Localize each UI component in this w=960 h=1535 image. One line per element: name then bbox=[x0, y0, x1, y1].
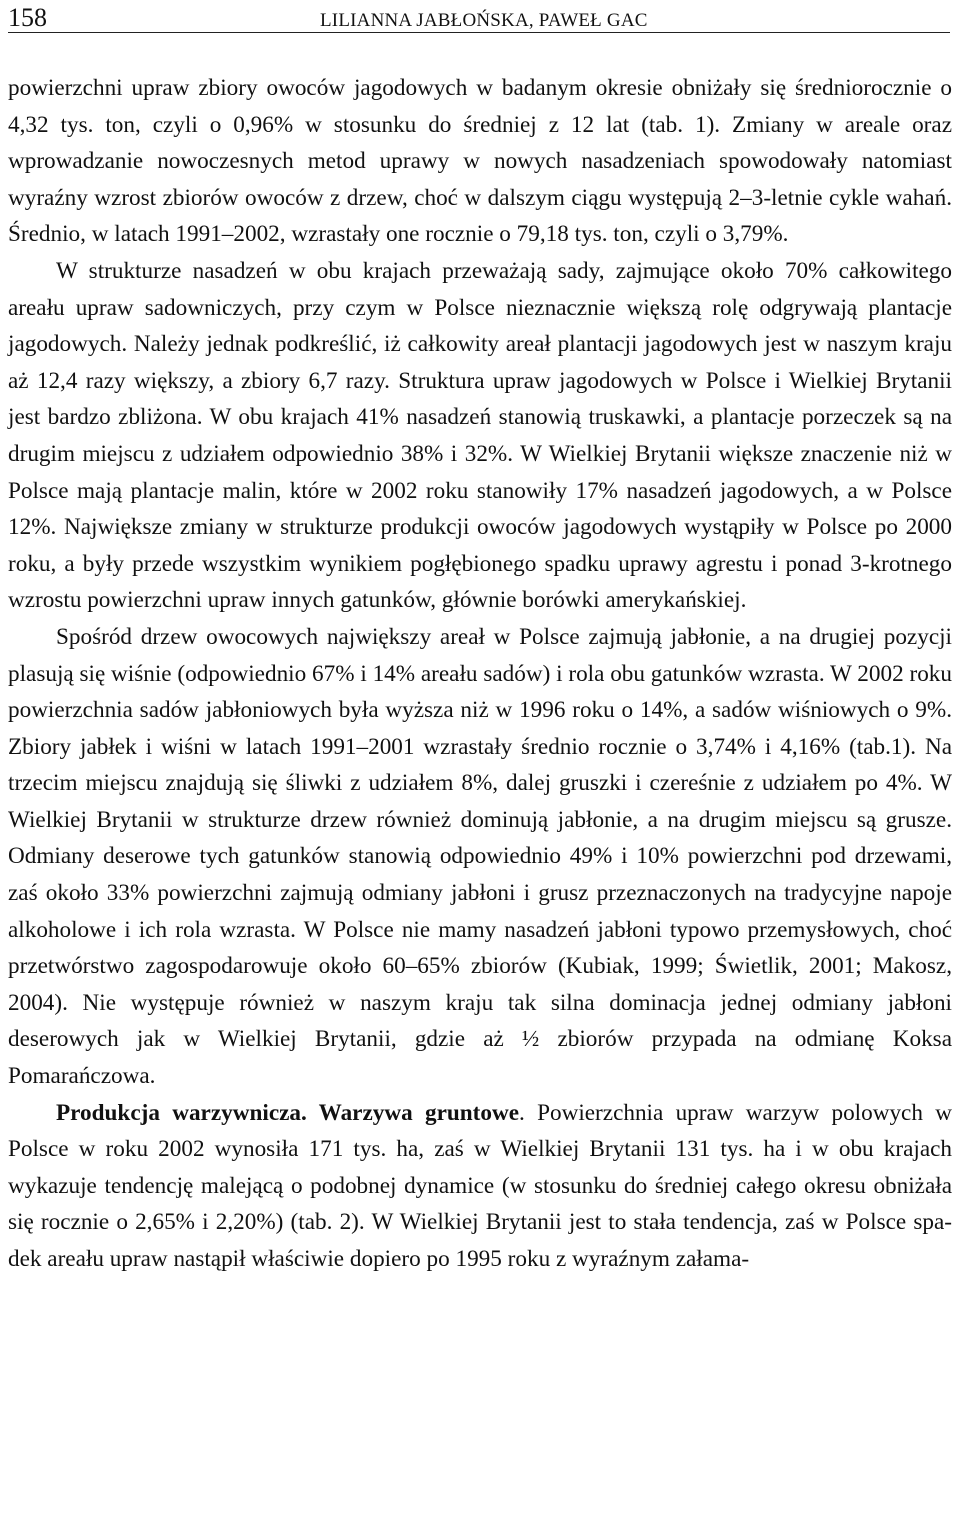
paragraph-1: powierzchni upraw zbiory owoców jagodowych w badanym okresie obniżały się średniorocznie o 4,32 tys. ton, czyli o 0,96% w stosunku do średniej z 12 lat (tab. 1). Zmiany w areale oraz wprowadzanie nowoczesnych metod uprawy w nowych nasadzeniach spowodowały natomiast wyraźny wzrost zbiorów owoców z drzew, choć w dalszym ciągu występują 2–3-letnie cykle wahań. Średnio, w latach 1991–2002, wzrastały one rocznie o 79,18 tys. ton, czyli o 3,79%. bbox=[8, 75, 952, 248]
body-text bbox=[8, 70, 952, 1278]
running-head-authors: LILIANNA JABŁOŃSKA, PAWEŁ GAC bbox=[320, 10, 648, 31]
paragraph-2: W strukturze nasadzeń w obu krajach przeważają sady, zajmujące około 70% całkowitego areału upraw sadowniczych, przy czym w Polsce nieznacznie większą rolę odgrywają plantacje jagodowych. Należy jednak podkreślić, iż całkowity areał plantacji jagodowych jest w naszym kraju aż 12,4 razy większy, a zbiory 6,7 razy. Struktura upraw jagodowych w Polsce i Wielkiej Brytanii jest bardzo zbliżona. W obu krajach 41% nasadzeń stanowią truskawki, a plantacje porzeczek są na drugim miejscu z udziałem odpowiednio 38% i 32%. W Wielkiej Brytanii większe znaczenie niż w Polsce mają plantacje malin, które w 2002 roku stanowiły 17% nasadzeń jagodowych, a w Polsce 12%. Największe zmiany w strukturze produkcji owoców jagodowych wystąpiły w Polsce po 2000 roku, a były przede wszystkim wynikiem pogłębionego spadku uprawy agrestu i ponad 3-krotnego wzrostu powierzchni upraw innych gatunków, głównie borówki amerykańskiej. bbox=[8, 257, 952, 614]
running-head bbox=[8, 3, 950, 33]
page-number: 158 bbox=[8, 3, 47, 32]
paragraph-4-text: . Powierzchnia upraw warzyw polowych w Polsce w roku 2002 wynosiła 171 tys. ha, zaś w Wielkiej Brytanii 131 tys. ha i w obu krajach wykazuje tendencję malejącą o podobnej dynamice (w stosunku do średniej całego okresu obniżała się rocznie o 2,65% i 2,20%) (tab. 2). W Wielkiej Brytanii jest to stała tendencja, zaś w Polsce spadek areału upraw nastąpił właściwie dopiero po 1995 roku z wyraźnym załama- bbox=[8, 1099, 952, 1272]
paragraph-3: Spośród drzew owocowych największy areał w Polsce zajmują jabłonie, a na drugiej pozycji plasują się wiśnie (odpowiednio 67% i 14% areału sadów) i rola obu gatunków wzrasta. W 2002 roku powierzchnia sadów jabłoniowych była wyższa niż w 1996 roku o 14%, a sadów wiśniowych o 9%. Zbiory jabłek i wiśni w latach 1991–2001 wzrastały średnio rocznie o 3,74% i 4,16% (tab.1). Na trzecim miejscu znajdują się śliwki z udziałem 8%, dalej gruszki i czereśnie z udziałem po 4%. W Wielkiej Brytanii w strukturze drzew również dominują jabłonie, a na drugim miejscu są grusze. Odmiany deserowe tych gatunków stanowią odpowiednio 49% i 10% powierzchni pod drzewami, zaś około 33% powierzchni zajmują odmiany jabłoni i grusz przeznaczonych na tradycyjne napoje alkoholowe i ich rola wzrasta. W Polsce nie mamy nasadzeń jabłoni typowo przemysłowych, choć przetwórstwo zagospodarowuje około 60–65% zbiorów (Kubiak, 1999; Świetlik, 2001; Makosz, 2004). Nie występuje również w naszym kraju tak silna dominacja jednej odmiany jabłoni deserowych jak w Wielkiej Brytanii, gdzie aż ½ zbiorów przypada na odmianę Koksa Pomarańczowa. bbox=[8, 623, 952, 1090]
section-heading: Produkcja warzywnicza. Warzywa gruntowe bbox=[56, 1099, 519, 1126]
paragraph-4 bbox=[8, 1095, 952, 1278]
